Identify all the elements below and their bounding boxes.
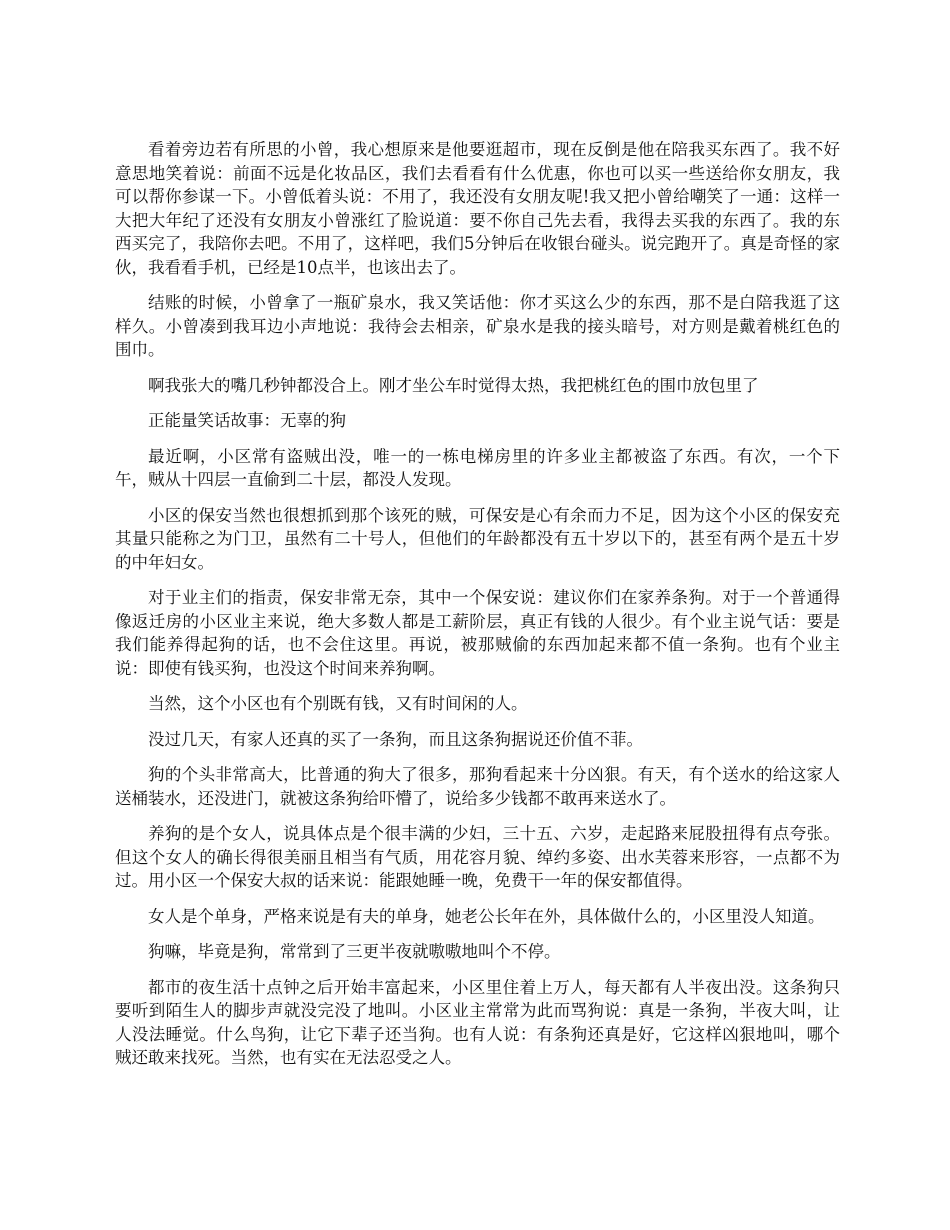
paragraph-11: 养狗的是个女人，说具体点是个很丰满的少妇，三十五、六岁，走起路来屁股扭得有点夸张。但这个女人的确长得很美丽且相当有气质，用花容月貌、绰约多姿、出水芙蓉来形容，一点都不为过。用小区一个保安大叔的话来说：能跟她睡一晚，免费干一年的保安都值得。	[115, 824, 840, 890]
paragraph-8: 当然，这个小区也有个别既有钱，又有时间闲的人。	[148, 694, 528, 713]
paragraph-7: 对于业主们的指责，保安非常无奈，其中一个保安说：建议你们在家养条狗。对于一个普通得像返迁房的小区业主来说，绝大多数人都是工薪阶层，真正有钱的人很少。有个业主说气话：要是我们能养得起狗的话，也不会住这里。再说，被那贼偷的东西加起来都不值一条狗。也有个业主说：即使有钱买狗，也没这个时间来养狗啊。	[115, 588, 840, 678]
paragraph-1: 看着旁边若有所思的小曾，我心想原来是他要逛超市，现在反倒是他在陪我买东西了。我不好意思地笑着说：前面不远是化妆品区，我们去看看有什么优惠，你也可以买一些送给你女朋友，我可以帮你参谋一下。小曾低着头说：不用了，我还没有女朋友呢!我又把小曾给嘲笑了一通：这样一大把大年纪了还没有女朋友小曾涨红了脸说道：要不你自己先去看，我得去买我的东西了。我的东西买完了，我陪你去吧。不用了，这样吧，我们5分钟后在收银台碰头。说完跑开了。真是奇怪的家伙，我看看手机，已经是10点半，也该出去了。	[115, 140, 840, 277]
paragraph-6: 小区的保安当然也很想抓到那个该死的贼，可保安是心有余而力不足，因为这个小区的保安充其量只能称之为门卫，虽然有二十号人，但他们的年龄都没有五十岁以下的，甚至有两个是五十岁的中年妇女。	[115, 505, 840, 572]
paragraph-12: 女人是个单身，严格来说是有夫的单身，她老公长年在外，具体做什么的，小区里没人知道。	[148, 906, 825, 926]
paragraph-14: 都市的夜生活十点钟之后开始丰富起来，小区里住着上万人，每天都有人半夜出没。这条狗只要听到陌生人的脚步声就没完没了地叫。小区业主常常为此而骂狗说：真是一条狗，半夜大叫，让人没法睡觉。什么鸟狗，让它下辈子还当狗。也有人说：有条狗还真是好，它这样凶狠地叫，哪个贼还敢来找死。当然，也有实在无法忍受之人。	[115, 977, 840, 1067]
document-body	[115, 138, 840, 1082]
paragraph-9: 没过几天，有家人还真的买了一条狗，而且这条狗据说还价值不菲。	[148, 729, 643, 749]
section-heading: 正能量笑话故事：无辜的狗	[148, 411, 346, 430]
paragraph-5: 最近啊，小区常有盗贼出没，唯一的一栋电梯房里的许多业主都被盗了东西。有次，一个下午，贼从十四层一直偷到二十层，都没人发现。	[115, 446, 840, 489]
paragraph-10: 狗的个头非常高大，比普通的狗大了很多，那狗看起来十分凶狠。有天，有个送水的给这家人送桶装水，还没进门，就被这条狗给吓懵了，说给多少钱都不敢再来送水了。	[115, 765, 840, 808]
paragraph-13: 狗嘛，毕竟是狗，常常到了三更半夜就嗷嗷地叫个不停。	[148, 942, 561, 961]
paragraph-3: 啊我张大的嘴几秒钟都没合上。刚才坐公车时觉得太热，我把桃红色的围巾放包里了	[148, 375, 759, 395]
paragraph-2: 结账的时候，小曾拿了一瓶矿泉水，我又笑话他：你才买这么少的东西，那不是白陪我逛了这样久。小曾凑到我耳边小声地说：我待会去相亲，矿泉水是我的接头暗号，对方则是戴着桃红色的围巾。	[115, 293, 840, 359]
